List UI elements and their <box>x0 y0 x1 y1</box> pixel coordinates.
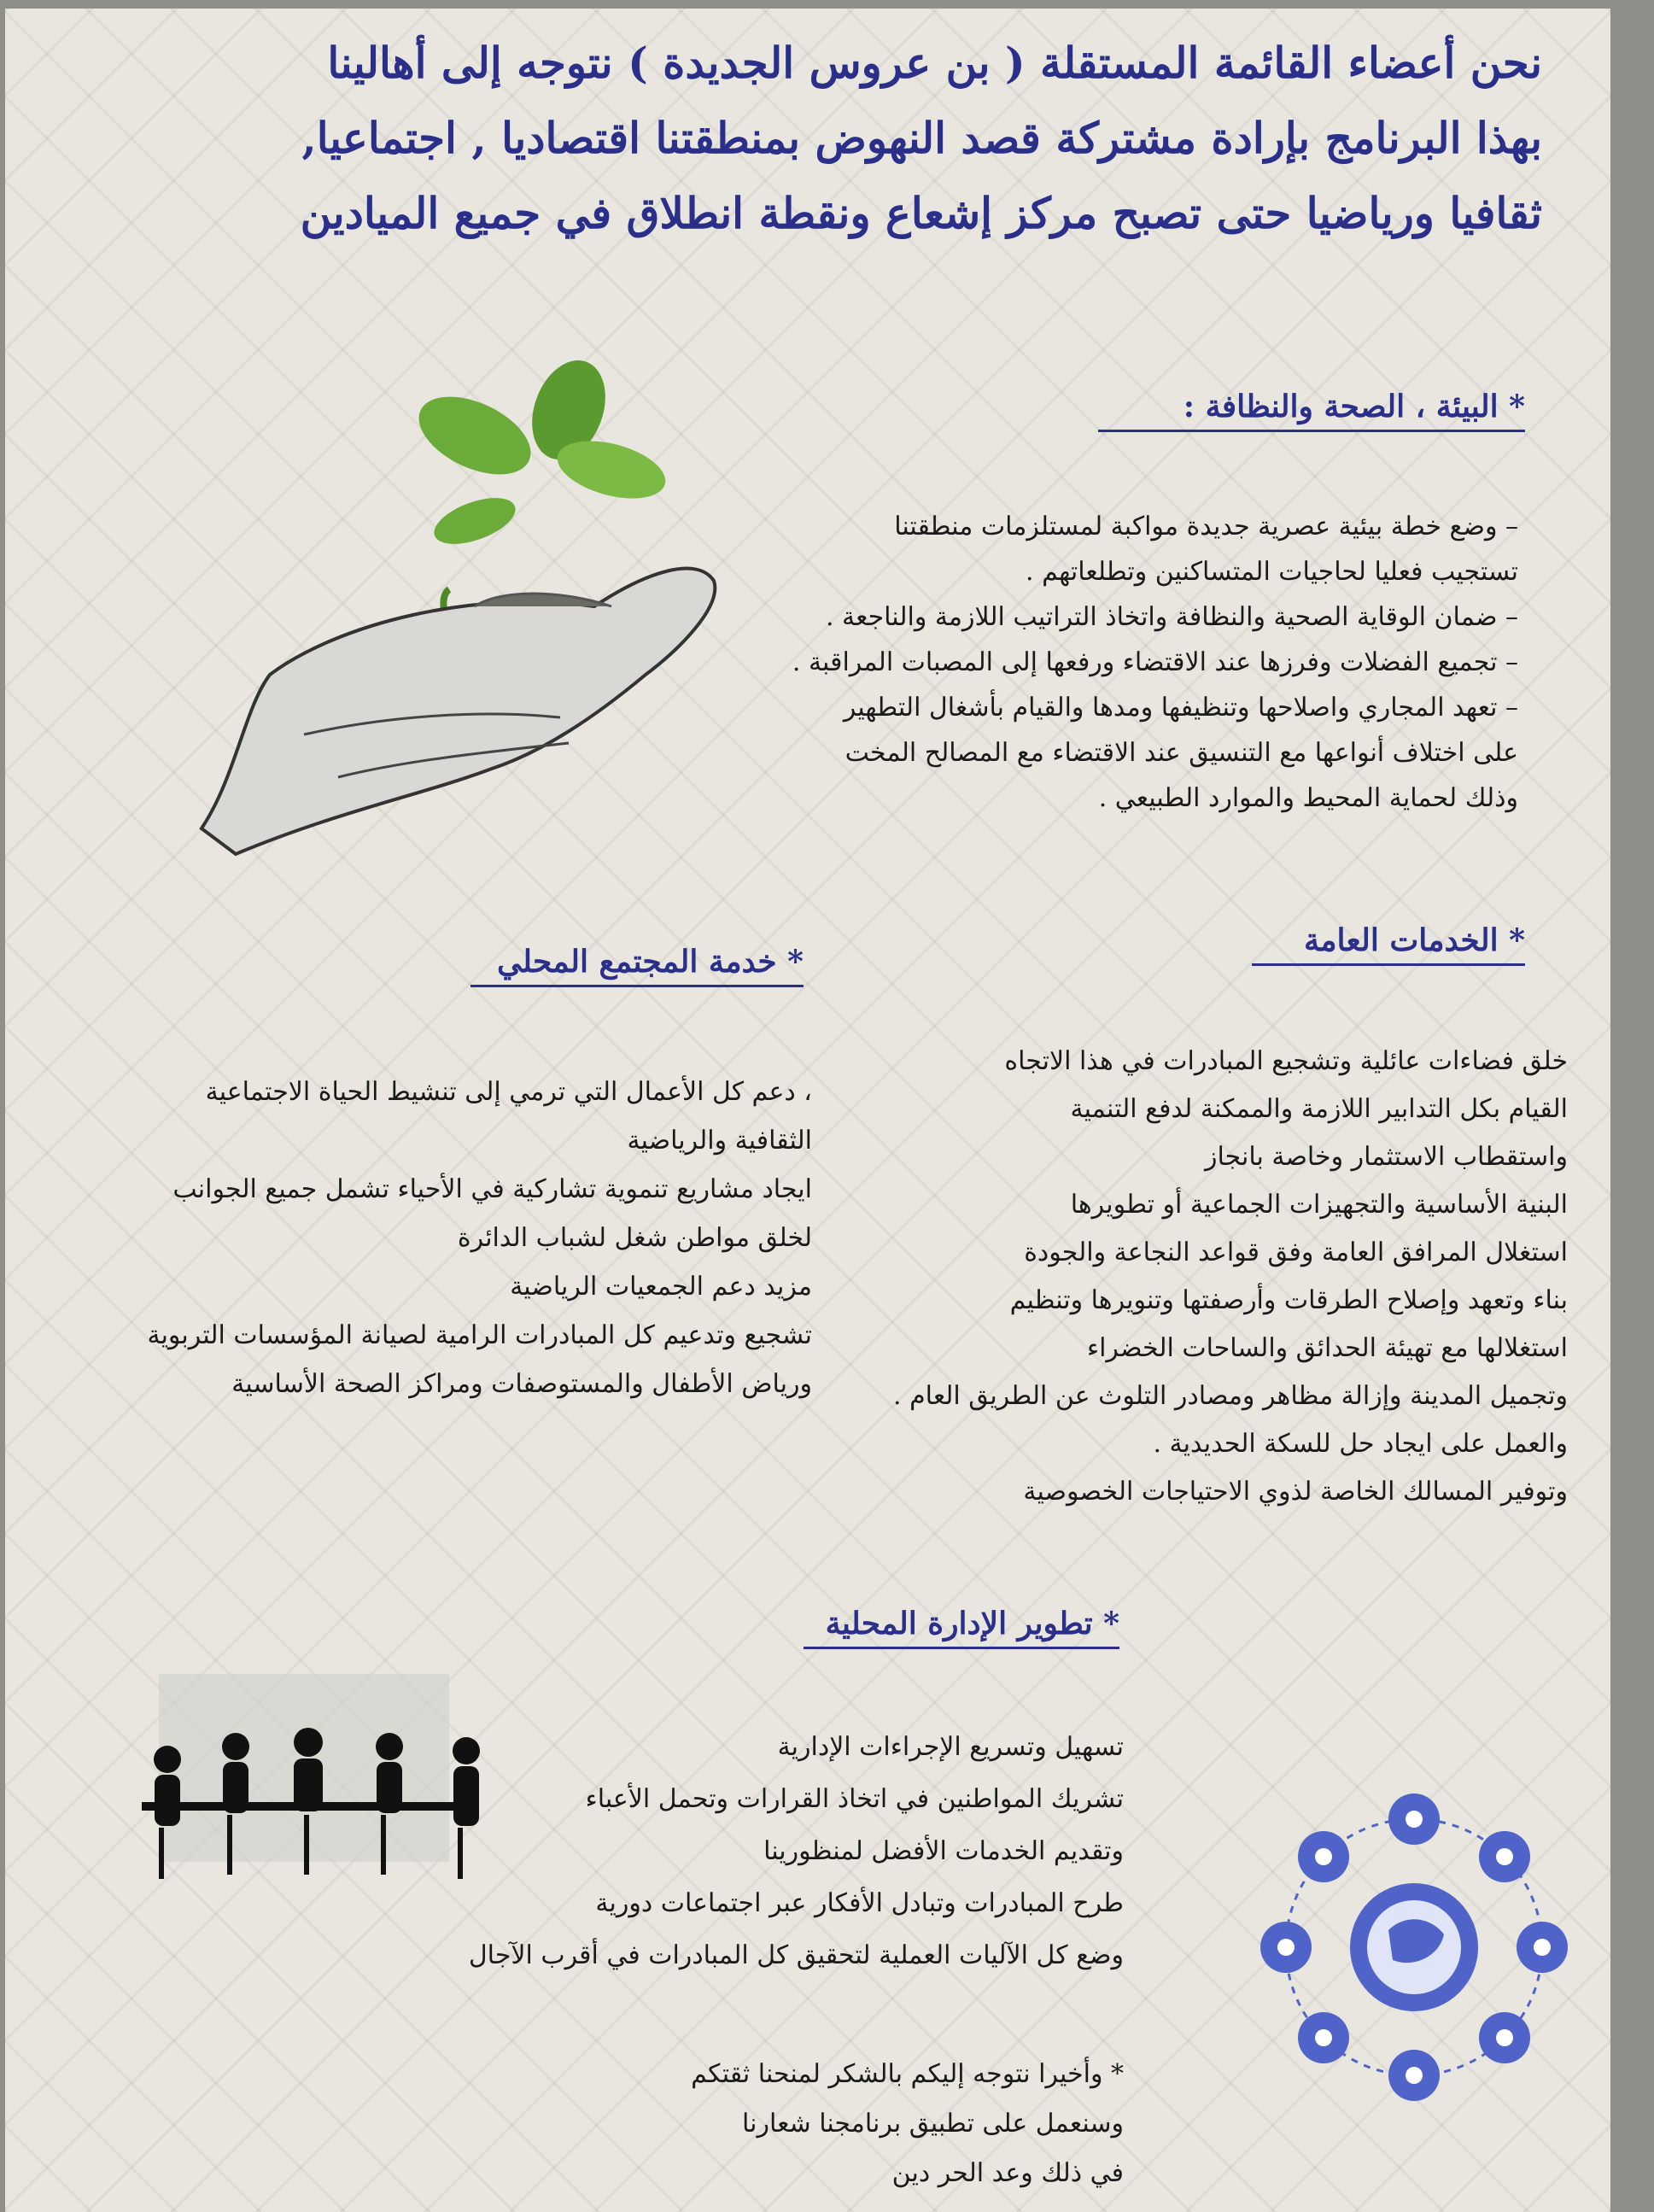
list-item: البنية الأساسية والتجهيزات الجماعية أو تطويرها <box>1070 1190 1568 1220</box>
public-services-list <box>757 1038 1568 1516</box>
list-item: – تعهد المجاري واصلاحها وتنظيفها ومدها والقيام بأشغال التطهير <box>843 693 1518 723</box>
list-item: وتوفير المسالك الخاصة لذوي الاحتياجات الخصوصية <box>1023 1477 1568 1507</box>
list-item: – وضع خطة بيئية عصرية جديدة مواكبة لمستلزمات منطقتنا <box>894 512 1518 541</box>
list-item: بناء وتعهد وإصلاح الطرقات وأرصفتها وتنويرها وتنظيم <box>1009 1285 1568 1315</box>
intro-line: بهذا البرنامج بإرادة مشتركة قصد النهوض بمنطقتنا اقتصاديا , اجتماعيا, <box>301 113 1542 163</box>
list-item: استغلالها مع تهيئة الحدائق والساحات الخضراء <box>1086 1333 1568 1363</box>
public-services-heading: * الخدمات العامة <box>1252 922 1525 966</box>
list-item: خلق فضاءات عائلية وتشجيع المبادرات في هذا الاتجاه <box>1004 1046 1568 1076</box>
list-item: – تجميع الفضلات وفرزها عند الاقتضاء ورفعها إلى المصبات المراقبة . <box>792 647 1518 677</box>
list-item: مزيد دعم الجمعيات الرياضية <box>510 1272 812 1302</box>
list-item: – ضمان الوقاية الصحية والنظافة واتخاذ التراتيب اللازمة والناجعة . <box>825 602 1518 632</box>
closing-line: وسنعمل على تطبيق برنامجنا شعارنا <box>741 2109 1124 2139</box>
list-item: الثقافية والرياضية <box>627 1126 812 1156</box>
intro-line: نحن أعضاء القائمة المستقلة ( بن عروس الجديدة ) نتوجه إلى أهالينا <box>327 38 1542 88</box>
list-item: تستجيب فعليا لحاجيات المتساكنين وتطلعاتهم . <box>1026 557 1518 587</box>
list-item: والعمل على ايجاد حل للسكة الحديدية . <box>1153 1429 1568 1459</box>
list-item: تشجيع وتدعيم كل المبادرات الرامية لصيانة المؤسسات التربوية <box>147 1320 812 1350</box>
closing-text <box>526 2050 1124 2198</box>
list-item: واستقطاب الاستثمار وخاصة بانجاز <box>1204 1142 1568 1172</box>
list-item: تشريك المواطنين في اتخاذ القرارات وتحمل الأعباء <box>585 1784 1124 1814</box>
hand-with-sprout-icon <box>167 350 722 863</box>
list-item: وتجميل المدينة وإزالة مظاهر ومصادر التلوث عن الطريق العام . <box>893 1381 1568 1411</box>
administration-heading: * تطوير الإدارة المحلية <box>804 1606 1119 1649</box>
list-item: ورياض الأطفال والمستوصفات ومراكز الصحة الأساسية <box>231 1369 812 1399</box>
list-item: استغلال المرافق العامة وفق قواعد النجاعة والجودة <box>1024 1238 1568 1267</box>
list-item: وضع كل الآليات العملية لتحقيق كل المبادرات في أقرب الآجال <box>468 1940 1124 1970</box>
closing-line: في ذلك وعد الحر دين <box>891 2158 1124 2188</box>
list-item: ايجاد مشاريع تنموية تشاركية في الأحياء تشمل جميع الجوانب <box>172 1174 812 1204</box>
closing-line: * وأخيرا نتوجه إليكم بالشكر لمنحنا ثقتكم <box>691 2059 1124 2089</box>
list-item: ، دعم كل الأعمال التي ترمي إلى تنشيط الحياة الاجتماعية <box>205 1077 812 1107</box>
list-item: على اختلاف أنواعها مع التنسيق عند الاقتضاء مع المصالح المخت <box>845 738 1518 768</box>
list-item: لخلق مواطن شغل لشباب الدائرة <box>457 1223 812 1253</box>
list-item: طرح المبادرات وتبادل الأفكار عبر اجتماعات دورية <box>595 1888 1124 1918</box>
list-item: وذلك لحماية المحيط والموارد الطبيعي . <box>1098 783 1518 813</box>
intro-text <box>133 26 1542 251</box>
eco-globe-ring-icon <box>1243 1776 1585 2118</box>
environment-heading: * البيئة ، الصحة والنظافة : <box>1098 389 1525 432</box>
environment-list <box>664 504 1518 821</box>
list-item: القيام بكل التدابير اللازمة والممكنة لدفع التنمية <box>1070 1094 1568 1124</box>
poster <box>5 9 1610 2212</box>
intro-line: ثقافيا ورياضيا حتى تصبح مركز إشعاع ونقطة انطلاق في جميع الميادين <box>300 188 1542 238</box>
list-item: وتقديم الخدمات الأفضل لمنظورينا <box>763 1836 1124 1866</box>
community-list <box>44 1068 812 1408</box>
meeting-silhouettes-icon <box>108 1674 517 1905</box>
list-item: تسهيل وتسريع الإجراءات الإدارية <box>777 1732 1124 1762</box>
community-heading: * خدمة المجتمع المحلي <box>470 944 804 987</box>
